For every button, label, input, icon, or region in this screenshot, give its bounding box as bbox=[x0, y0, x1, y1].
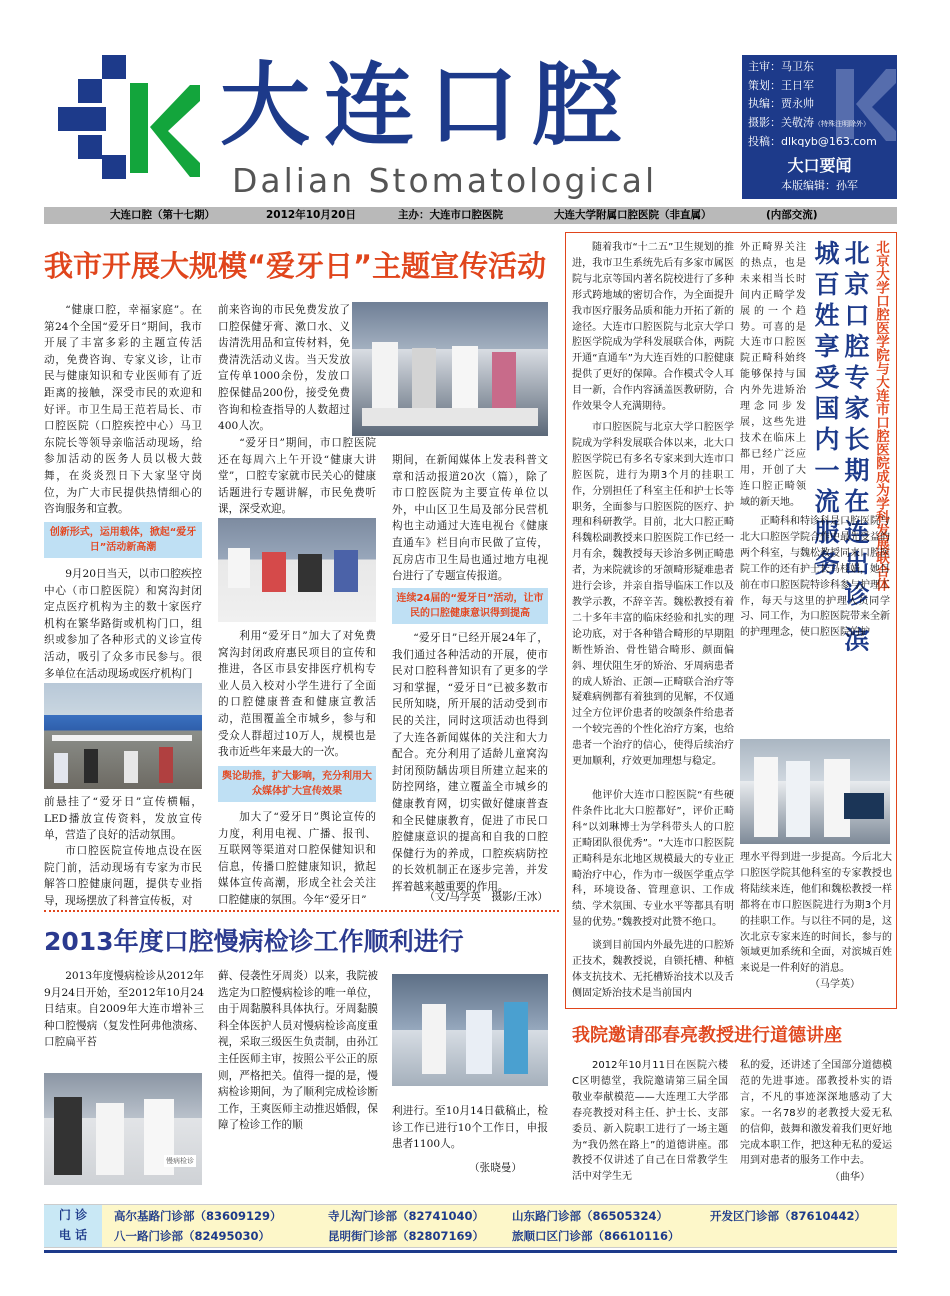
planner: 策划：王日军 bbox=[748, 78, 814, 92]
hospital-logo-icon bbox=[50, 55, 200, 185]
article3-credit: （马学英） bbox=[810, 979, 860, 990]
clinic-kunmingjie: 昆明街门诊部（82807169） bbox=[328, 1229, 485, 1243]
article3-col1c: 他评价大连市口腔医院“有些硬件条件比北大口腔都好”，评价正畸科“以刘琳博士为学科带头人的口腔正畸团队很优秀”。“大连市口腔医院正畸科是东北地区规模最大的专业正畸治疗中心，作为市一级医学重点学科，环境设备、管理意识、工作成绩、学术氛围、专业水平等都具有明显的优势。”魏教授对此赞不绝口。 bbox=[572, 790, 734, 929]
clinic-siergou: 寺儿沟门诊部（82741040） bbox=[328, 1209, 485, 1223]
issue-circulation: (内部交流) bbox=[766, 209, 818, 221]
article2-photo-checkup bbox=[44, 1073, 202, 1185]
article1-col1: “健康口腔，幸福家庭”。在第24个全国“爱牙日”期间，我市开展了丰富多彩的主题宣传活动，免费咨询、专家义诊，让市民与健康知识和专业医师有了近距离的接触，深受市民的欢迎和好评。市卫生局王范若局长、市口腔医院（口腔疾控中心）马卫东院长等领导亲临活动现场，给参加活动的医务人员以极大鼓舞，在炎炎烈日下大家坚守岗位，为广大市民提供热情细心的咨询服务和宣教。 bbox=[44, 304, 202, 516]
clinic-phone-footer bbox=[44, 1204, 897, 1248]
article4-title: 我院邀请邵春亮教授进行道德讲座 bbox=[572, 1025, 842, 1046]
article1-col1d: 市口腔医院宣传地点设在医院门前，活动现场有专家为市民解答口腔健康问题，提供专业指导，现场摆放了科普宣传板，对 bbox=[44, 845, 202, 907]
article4-col2: 私的爱，还讲述了全国部分道德模范的先进事迹。邵教授朴实的语言，不凡的事迹深深地感动了大家。一名78岁的老教授大爱无私的信仰，鼓舞和激发着我们更好地完成本职工作，把这种无私的爱运用到对患者的服务工作中去。 bbox=[740, 1060, 892, 1167]
clinic-shandonglu: 山东路门诊部（86505324） bbox=[512, 1209, 669, 1223]
article2-photo-clinic bbox=[392, 974, 548, 1086]
article1-col3a: 期间，在新闻媒体上发表科普文章和活动报道20次（篇），除了市口腔医院为主要宣传单位以外，中山区卫生局及部分民营机构也主动通过大连电视台《健康直通车》栏目向市民做了宣传，瓦房店市卫生局也通过地方电视台进行了专题宣传报道。 bbox=[392, 454, 548, 583]
issue-affiliate: 大连大学附属口腔医院（非直属） bbox=[554, 209, 712, 221]
section-label-box bbox=[742, 152, 897, 199]
article1-col1c: 前悬挂了“爱牙日”宣传横幅，LED播放宣传资料，发放宣传单，营造了良好的活动氛围。 bbox=[44, 796, 202, 842]
article3-col2c: 理水平得到进一步提高。今后北大口腔医学院其他科室的专家教授也将陆续来连，他们和魏松教授一样都将在市口腔医院进行为期3个月的挂职工作。与以往不同的是，这次北京专家来连的时间长，参与的领域更加系统和全面，对滨城百姓来说是一件利好的消息。 bbox=[740, 852, 892, 975]
photographer: 摄影：关敬涛（特殊注明除外） bbox=[748, 115, 870, 129]
article2-title: 2013年度口腔慢病检诊工作顺利进行 bbox=[44, 927, 464, 956]
submission-email: 投稿：dlkqyb@163.com bbox=[748, 135, 877, 148]
article2-col2: 藓、侵袭性牙周炎）以来，我院被选定为口腔慢病检诊的唯一单位，由于周黏膜科具体执行。牙周黏膜科全体医护人员对慢病检诊高度重视，采取三级医生负责制，由孙江主任医师主审，按照公平公正的原则，严格把关。值得一提的是，慢病检诊期间，为了顺利完成检诊断工作，王爽医师主动推迟婚假，保障了检诊工作的顺 bbox=[218, 970, 378, 1132]
clinic-lvshunkou: 旅顺口区门诊部（86610116） bbox=[512, 1229, 680, 1243]
article3-col2b: 正畸科和特诊科是口腔医院与北大口腔医学院合作中最先受益的两个科室，与魏松教授同来口腔医院工作的还有护士长马桂娟，她目前在市口腔医院特诊科参与护理工作，每天与这里的护理人员同学习、同工作，为口腔医院带来全新的护理理念，使口腔医院的护 bbox=[740, 516, 890, 639]
masthead bbox=[50, 55, 740, 205]
article4-col1: 2012年10月11日在医院六楼C区明德堂，我院邀请第三届全国敬业奉献模范——大连理工大学邵春亮教授对科主任、护士长、支部委员、新入院职工进行了一场主题为“我仍然在路上”的道德讲座。邵教授不仅讲述了自己在日常教学生活中对学生无 bbox=[572, 1060, 728, 1183]
article2-credit: （张晓曼） bbox=[469, 1162, 522, 1174]
chief-reviewer: 主审：马卫东 bbox=[748, 60, 814, 73]
issue-bar bbox=[44, 207, 897, 224]
article3-col1b: 市口腔医院与北京大学口腔医学院成为学科发展联合体以来，北大口腔医学院已有多名专家来到大连市口腔医院，进行为期3个月的挂职工作，分别担任了科室主任和护士长等职务，全面参与口腔医院的医疗、护理和科研教学。目前，北大口腔正畸科魏松副教授来口腔医院工作已经一月有余，魏教授每天诊治多例正畸患者，为来院就诊的牙颌畸形疑难患者进行会诊，并亲自指导临床工作以及教学示教，不辞辛苦。魏松教授有着二十多年丰富的临床经验和扎实的理论功底，对于各种错合畸形的早期阻断性矫治、骨性错合畸形、颜面偏斜、埋伏阻生牙的矫治、牙周病患者的成人矫治、正颌—正畸联合治疗等疑难病例都有着独到的见解，不仅通过全方位评价患者的咬颌条件给患者一个较完善的个性化治疗方案，也给患者一个治疗的信心，使得后续治疗更加顺利，疗效更加理想与稳定。 bbox=[572, 422, 734, 768]
article1-col1b: 9月20日当天，以市口腔疾控中心（市口腔医院）和窝沟封闭定点医疗机构为主的数十家医疗机构在繁华路街或机构门口，组织或参加了各种形式的义诊宣传活动，吸引了众多市民参与。很多单位在活动现场或医疗机构门 bbox=[44, 568, 202, 680]
article1-photo-street-booth bbox=[44, 683, 202, 789]
clinic-gaoerji: 高尔基路门诊部（83609129） bbox=[114, 1209, 282, 1223]
section-name: 大口要闻 bbox=[787, 156, 852, 175]
article3-subtitle: 北京口腔专家长期在连出诊 滨城百姓享受国内一流服务 bbox=[811, 240, 870, 658]
clinic-bayilu: 八一路门诊部（82495030） bbox=[114, 1229, 271, 1243]
article1-col2a: 前来咨询的市民免费发放了口腔保健牙膏、漱口水、义齿清洗用品和宣传材料，免费清洗活动义齿。当天发放宣传单1000余份，发放口腔保健品200份，接受免费咨询和检查指导的人数超过400人次。 bbox=[218, 304, 350, 433]
article4-credit: （曲华） bbox=[830, 1172, 870, 1183]
article1-subhead-2: 舆论助推，扩大影响，充分利用大众媒体扩大宣传效果 bbox=[218, 766, 376, 802]
article1-subhead-3: 连续24届的“爱牙日”活动，让市民的口腔健康意识得到提高 bbox=[392, 588, 548, 624]
clinic-kaifaqu: 开发区门诊部（87610442） bbox=[710, 1209, 867, 1223]
masthead-title-cn: 大连口腔 bbox=[220, 53, 636, 158]
article1-col2c: 利用“爱牙日”加大了对免费窝沟封闭政府惠民项目的宣传和推进，各区市县安排医疗机构专业人员入校对小学生进行了全面的口腔健康普查和健康宣教活动，范围覆盖全市城乡，参与和受众人群超过10万人，规模也是我市近些年来最大的一次。 bbox=[218, 630, 376, 759]
article3-title: 北京大学口腔医学院与大连市口腔医院成为学科发展联合体 bbox=[873, 240, 889, 591]
page-editor: 本版编辑：孙军 bbox=[781, 179, 858, 192]
divider-dotted bbox=[44, 910, 559, 912]
article1-col2b: “爱牙日”期间，市口腔医院还在每周六上午开设“健康大讲堂”，口腔专家就市民关心的健康话题进行专题讲解，市民免费听课，深受欢迎。 bbox=[218, 437, 376, 516]
article3-col2a: 外正畸界关注的热点，也是未来相当长时间内正畸学发展的一个趋势。可喜的是大连市口腔医院正畸科始终能够保持与国内外先进矫治理念同步发展，这些先进技术在临床上都已经广泛应用，开创了大连口腔正畸领域的新天地。 bbox=[740, 242, 806, 508]
article3-photo-doctors bbox=[740, 739, 890, 844]
footer-rule bbox=[44, 1250, 897, 1253]
footer-label: 门 诊 电 话 bbox=[44, 1205, 102, 1247]
checkup-sign: 慢病检诊 bbox=[166, 1157, 194, 1165]
issue-date: 2012年10月20日 bbox=[266, 209, 356, 221]
article1-subhead-1: 创新形式，运用载体，掀起“爱牙日”活动新高潮 bbox=[44, 522, 202, 558]
article1-credit: （文/马学英 摄影/王冰） bbox=[424, 891, 548, 903]
article1-title: 我市开展大规模“爱牙日”主题宣传活动 bbox=[44, 249, 547, 283]
article1-photo-lecture bbox=[218, 518, 376, 622]
executive-editor: 执编：贾永帅 bbox=[748, 97, 814, 110]
article2-col1: 2013年度慢病检诊从2012年9月24日开始，至2012年10月24日结束。自2009年大连市增补三种口腔慢病（复发性阿弗他溃疡、口腔扁平苔 bbox=[44, 970, 204, 1049]
article3-col1d: 谈到目前国内外最先进的口腔矫正技术，魏教授说，自锁托槽、种植体支抗技术、无托槽矫治技术以及舌侧固定矫治技术是当前国内 bbox=[572, 940, 734, 999]
article1-col2d: 加大了“爱牙日”舆论宣传的力度，利用电视、广播、报刊、互联网等渠道对口腔保健知识和信息，传播口腔健康知识，掀起媒体宣传高潮，形成全社会关注口腔健康的氛围。今年“爱牙日” bbox=[218, 811, 376, 906]
issue-number: 大连口腔（第十七期） bbox=[110, 209, 215, 221]
article1-photo-consultation bbox=[352, 302, 548, 436]
article3-col1a: 随着我市“十二五”卫生规划的推进，我市卫生系统先后有多家市属医院与北京等国内著名院校进行了多种形式跨地域的密切合作，为全面提升我市医疗服务品质和能力开拓了新的途径。大连市口腔医院与北京大学口腔医学院成为学科发展联合体，两院开通“直通车”为大连百姓的口腔健康提供了更好的保障。合作模式令人耳目一新，合作内容涵盖医教研防，合作效果令人充满期待。 bbox=[572, 242, 734, 413]
issue-sponsor: 主办：大连市口腔医院 bbox=[398, 209, 503, 221]
masthead-title-en: Dalian Stomatological bbox=[232, 161, 658, 200]
article2-col3: 利进行。至10月14日截稿止，检诊工作已进行10个工作日，申报患者1100人。 bbox=[392, 1105, 548, 1151]
article1-col3b: “爱牙日”已经开展24年了，我们通过各种活动的开展，使市民对口腔科普知识有了更多的学习和掌握，“爱牙日”已被多数市民所知晓，所开展的活动受到市民的关注，同时这项活动也得到了大连各新闻媒体的关注和大力配合。充分利用了适龄儿童窝沟封闭预防龋齿项目所建立起来的防控网络，建立覆盖全市城乡的健康教育网，切实做好健康普查和全民健康教育，促进了市民口腔健康意识的提高和自我的口腔保健行为的养成，口腔疾病防控的长效机制正在逐步完善，并发挥着越来越重要的作用。 bbox=[392, 632, 548, 893]
